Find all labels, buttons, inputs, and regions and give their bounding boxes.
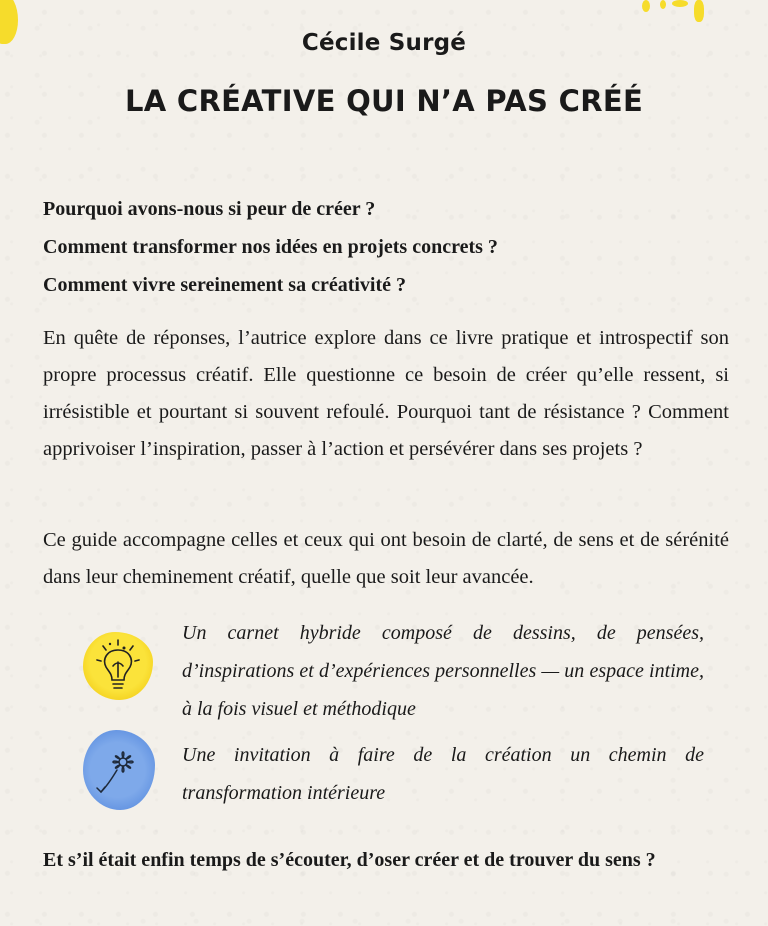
- lightbulb-icon: [83, 632, 153, 700]
- description-paragraph: En quête de réponses, l’autrice explore dans ce livre pratique et introspectif son propre processus créatif. Elle questionne ce besoin de créer qu’elle ressent, si irrésistible et pourtant si souvent refoulé. Pourquoi tant de résistance ? Comment apprivoiser l’inspiration, passer à l’action et persévérer dans ses projets ?: [43, 327, 729, 460]
- flower-arrow-icon: [83, 730, 155, 810]
- author-name: Cécile Surgé: [301, 30, 467, 56]
- questions-list: [43, 190, 733, 304]
- closing-question: Et s’il était enfin temps de s’écouter, d’oser créer et de trouver du sens ?: [43, 849, 656, 871]
- yellow-paint-drips-decoration: [642, 0, 712, 26]
- feature-text: Une invitation à faire de la création un chemin de transformation intérieure: [182, 744, 704, 804]
- question-item: Comment vivre sereinement sa créativité ?: [43, 274, 407, 296]
- feature-text: Un carnet hybride composé de dessins, de pensées, d’inspirations et d’expériences personnelles — un espace intime, à la fois visuel et méthodique: [182, 622, 704, 720]
- description-paragraph: Ce guide accompagne celles et ceux qui ont besoin de clarté, de sens et de sérénité dans leur cheminement créatif, quelle que soit leur avancée.: [43, 529, 729, 588]
- question-item: Pourquoi avons-nous si peur de créer ?: [43, 198, 376, 220]
- book-title: LA CRÉATIVE QUI N’A PAS CRÉÉ: [124, 84, 644, 118]
- question-item: Comment transformer nos idées en projets concrets ?: [43, 236, 498, 258]
